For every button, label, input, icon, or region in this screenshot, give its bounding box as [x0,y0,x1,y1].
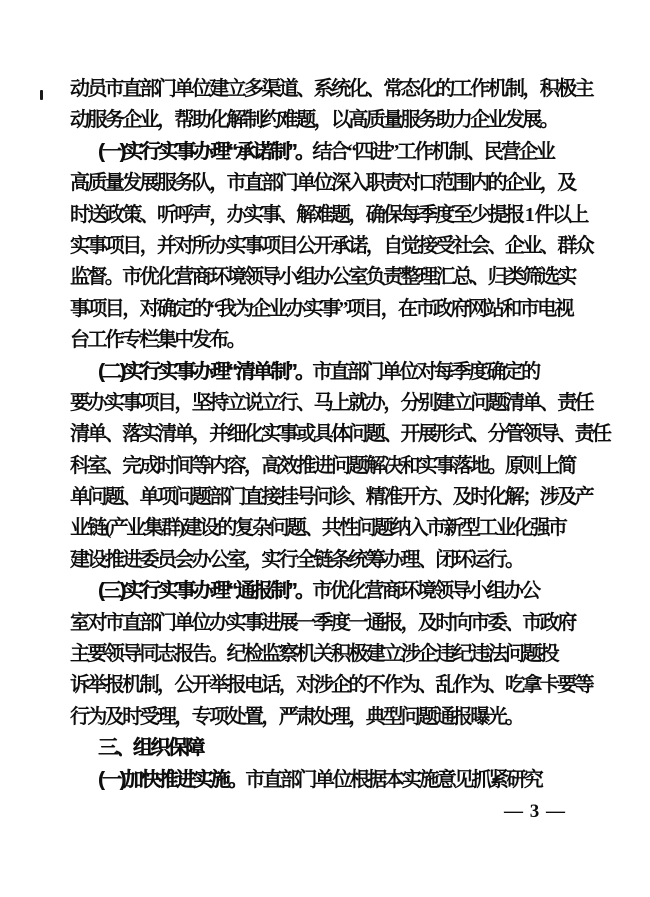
text-line: 室对市直部门单位办实事进展一季度一通报，及时向市委、市政府 [70,611,575,634]
paragraph-start-line [70,576,590,607]
text-line: 诉举报机制，公开举报电话，对涉企的不作为、乱作为、吃拿卡要等 [70,674,592,697]
paragraph-lead: (三)实行实事办理“通报制”。 [98,580,313,603]
page-number: — 3 — [504,800,566,822]
paragraph-text: 市直部门单位对每季度确定的 [312,360,539,383]
text-line: 实事项目，并对所办实事项目公开承诺，自觉接受社会、企业、群众 [70,234,592,257]
text-line: 要办实事项目，坚持立说立行、马上就办，分别建立问题清单、责任 [70,391,592,414]
text-line: 科室、完成时间等内容，高效推进问题解决和实事落地。原则上简 [70,454,575,477]
paragraph-lead: (一)加快推进实施。 [98,768,246,791]
text-line: 单问题、单项问题部门直接挂号问诊、精准开方、及时化解；涉及产 [70,486,592,509]
paragraph-lead: (一)实行实事办理“承诺制”。 [98,140,313,163]
section-heading: 三、组织保障 [98,737,203,760]
text-line: 监督。市优化营商环境领导小组办公室负责整理汇总、归类筛选实 [70,266,575,289]
paragraph-start-line [70,137,590,168]
paragraph-text: 结合“四进”工作机制、民营企业 [312,140,554,163]
paragraph-text: 市优化营商环境领导小组办公 [312,580,539,603]
text-line: 时送政策、听呼声，办实事、解难题，确保每季度至少提报 1 件以上 [70,203,587,226]
scan-artifact [40,90,43,100]
text-line: 行为及时受理，专项处置，严肃处理，典型问题通报曝光。 [70,705,523,728]
text-line: 高质量发展服务队，市直部门单位深入职责对口范围内的企业，及 [70,172,575,195]
text-line: 主要领导同志报告。纪检监察机关积极建立涉企违纪违法问题投 [70,643,558,666]
paragraph-text: 市直部门单位根据本实施意见抓紧研究 [245,768,542,791]
paragraph-lead: (二)实行实事办理“清单制”。 [98,360,313,383]
text-line: 建设推进委员会办公室，实行全链条统筹办理、闭环运行。 [70,548,523,571]
paragraph-start-line [70,357,590,388]
text-line: 台工作专栏集中发布。 [70,329,244,352]
document-body [70,74,610,827]
text-line: 动服务企业，帮助化解制约难题，以高质量服务助力企业发展。 [70,109,558,132]
text-line: 业链(产业集群)建设的复杂问题、共性问题纳入市新型工业化强市 [70,517,566,540]
text-line: 事项目，对确定的“我为企业办实事”项目，在市政府网站和市电视 [70,297,572,320]
text-line: 清单、落实清单，并细化实事或具体问题、开展形式、分管领导、责任 [70,423,610,446]
paragraph-start-line [70,765,590,796]
text-line: 动员市直部门单位建立多渠道、系统化、常态化的工作机制，积极主 [70,78,592,100]
